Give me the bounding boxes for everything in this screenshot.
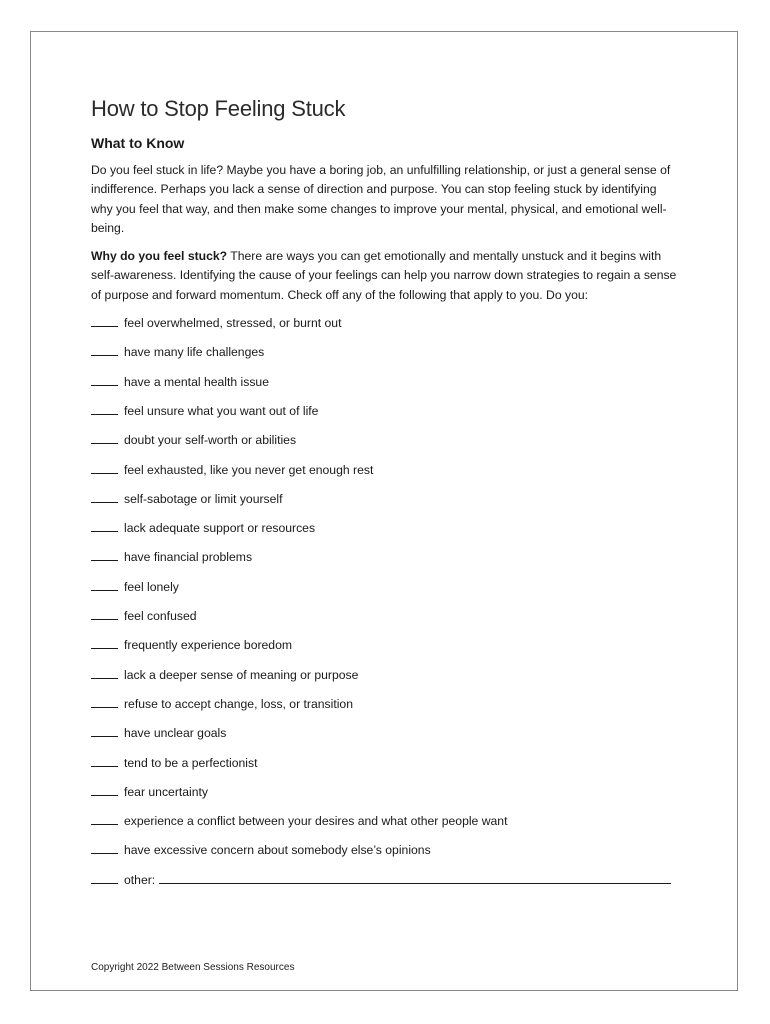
checklist-item-label: refuse to accept change, loss, or transition bbox=[124, 696, 353, 711]
copyright-footer: Copyright 2022 Between Sessions Resources bbox=[91, 962, 295, 973]
checkbox-blank[interactable] bbox=[91, 490, 118, 503]
checklist-item-label: frequently experience boredom bbox=[124, 638, 293, 653]
checklist-item-other bbox=[91, 871, 681, 900]
checklist-item bbox=[91, 783, 681, 812]
checklist-item bbox=[91, 461, 681, 490]
document-page bbox=[30, 31, 738, 991]
checkbox-blank[interactable] bbox=[91, 461, 118, 474]
checkbox-blank[interactable] bbox=[91, 373, 118, 386]
checklist-item bbox=[91, 841, 681, 870]
checkbox-blank[interactable] bbox=[91, 724, 118, 737]
page-title: How to Stop Feeling Stuck bbox=[91, 96, 346, 121]
checklist-item-label: feel confused bbox=[124, 609, 197, 624]
checklist-item-label: lack adequate support or resources bbox=[124, 521, 316, 536]
checkbox-blank[interactable] bbox=[91, 871, 118, 884]
section-heading: What to Know bbox=[91, 135, 185, 151]
checkbox-blank[interactable] bbox=[91, 314, 118, 327]
checklist-item bbox=[91, 373, 681, 402]
checkbox-blank[interactable] bbox=[91, 343, 118, 356]
checklist-item bbox=[91, 724, 681, 753]
checkbox-blank[interactable] bbox=[91, 666, 118, 679]
why-paragraph bbox=[91, 247, 681, 305]
checklist-item bbox=[91, 607, 681, 636]
checklist-item bbox=[91, 519, 681, 548]
checkbox-blank[interactable] bbox=[91, 607, 118, 620]
checkbox-blank[interactable] bbox=[91, 548, 118, 561]
checkbox-blank[interactable] bbox=[91, 431, 118, 444]
checklist-item bbox=[91, 666, 681, 695]
checklist-item-label: experience a conflict between your desires and what other people want bbox=[124, 814, 508, 829]
checklist-item bbox=[91, 578, 681, 607]
checklist-item-label: have excessive concern about somebody else’s opinions bbox=[124, 843, 431, 858]
checklist-item-label: have financial problems bbox=[124, 550, 253, 565]
checkbox-blank[interactable] bbox=[91, 841, 118, 854]
checkbox-blank[interactable] bbox=[91, 402, 118, 415]
checklist-item bbox=[91, 754, 681, 783]
checklist-item bbox=[91, 812, 681, 841]
checkbox-blank[interactable] bbox=[91, 783, 118, 796]
checkbox-blank[interactable] bbox=[91, 754, 118, 767]
checkbox-blank[interactable] bbox=[91, 578, 118, 591]
why-body: There are ways you can get emotionally and mentally unstuck and it begins with self-awareness. Identifying the cause of your feelings can help you narrow down strategies to regain a sense of purpose and forward momentum. Check off any of the following that apply to you. Do you: bbox=[91, 249, 677, 302]
checklist-item bbox=[91, 490, 681, 519]
document-content bbox=[91, 96, 681, 900]
checklist-item-label: feel overwhelmed, stressed, or burnt out bbox=[124, 316, 342, 331]
checklist-item bbox=[91, 636, 681, 665]
checklist-item-label: lack a deeper sense of meaning or purpose bbox=[124, 667, 359, 682]
checkbox-blank[interactable] bbox=[91, 812, 118, 825]
checklist-item bbox=[91, 402, 681, 431]
checklist-item bbox=[91, 431, 681, 460]
why-lead: Why do you feel stuck? bbox=[91, 249, 228, 264]
checklist-item-label: feel unsure what you want out of life bbox=[124, 403, 319, 418]
checklist-item-label: have a mental health issue bbox=[124, 374, 269, 389]
checklist-item bbox=[91, 548, 681, 577]
checklist-item-label: tend to be a perfectionist bbox=[124, 755, 258, 770]
checklist-item bbox=[91, 314, 681, 343]
checklist-item-label: self-sabotage or limit yourself bbox=[124, 491, 283, 506]
checklist-item-label: feel exhausted, like you never get enough rest bbox=[124, 462, 374, 477]
checklist bbox=[91, 314, 681, 900]
checklist-item-label: doubt your self-worth or abilities bbox=[124, 433, 297, 448]
checklist-item-label: have many life challenges bbox=[124, 345, 265, 360]
checkbox-blank[interactable] bbox=[91, 695, 118, 708]
checkbox-blank[interactable] bbox=[91, 636, 118, 649]
checklist-item-label: feel lonely bbox=[124, 579, 179, 594]
checklist-item-label: have unclear goals bbox=[124, 726, 227, 741]
checklist-item bbox=[91, 695, 681, 724]
intro-paragraph: Do you feel stuck in life? Maybe you have a boring job, an unfulfilling relationship, or just a general sense of indifference. Perhaps you lack a sense of direction and purpose. You can stop feeling stuck by identifying why you feel that way, and then make some changes to improve your mental, physical, and emotional well-being. bbox=[91, 163, 671, 235]
checkbox-blank[interactable] bbox=[91, 519, 118, 532]
checklist-item-label: fear uncertainty bbox=[124, 784, 209, 799]
other-write-in-line[interactable] bbox=[159, 871, 671, 884]
checklist-item bbox=[91, 343, 681, 372]
other-label: other: bbox=[124, 872, 156, 887]
